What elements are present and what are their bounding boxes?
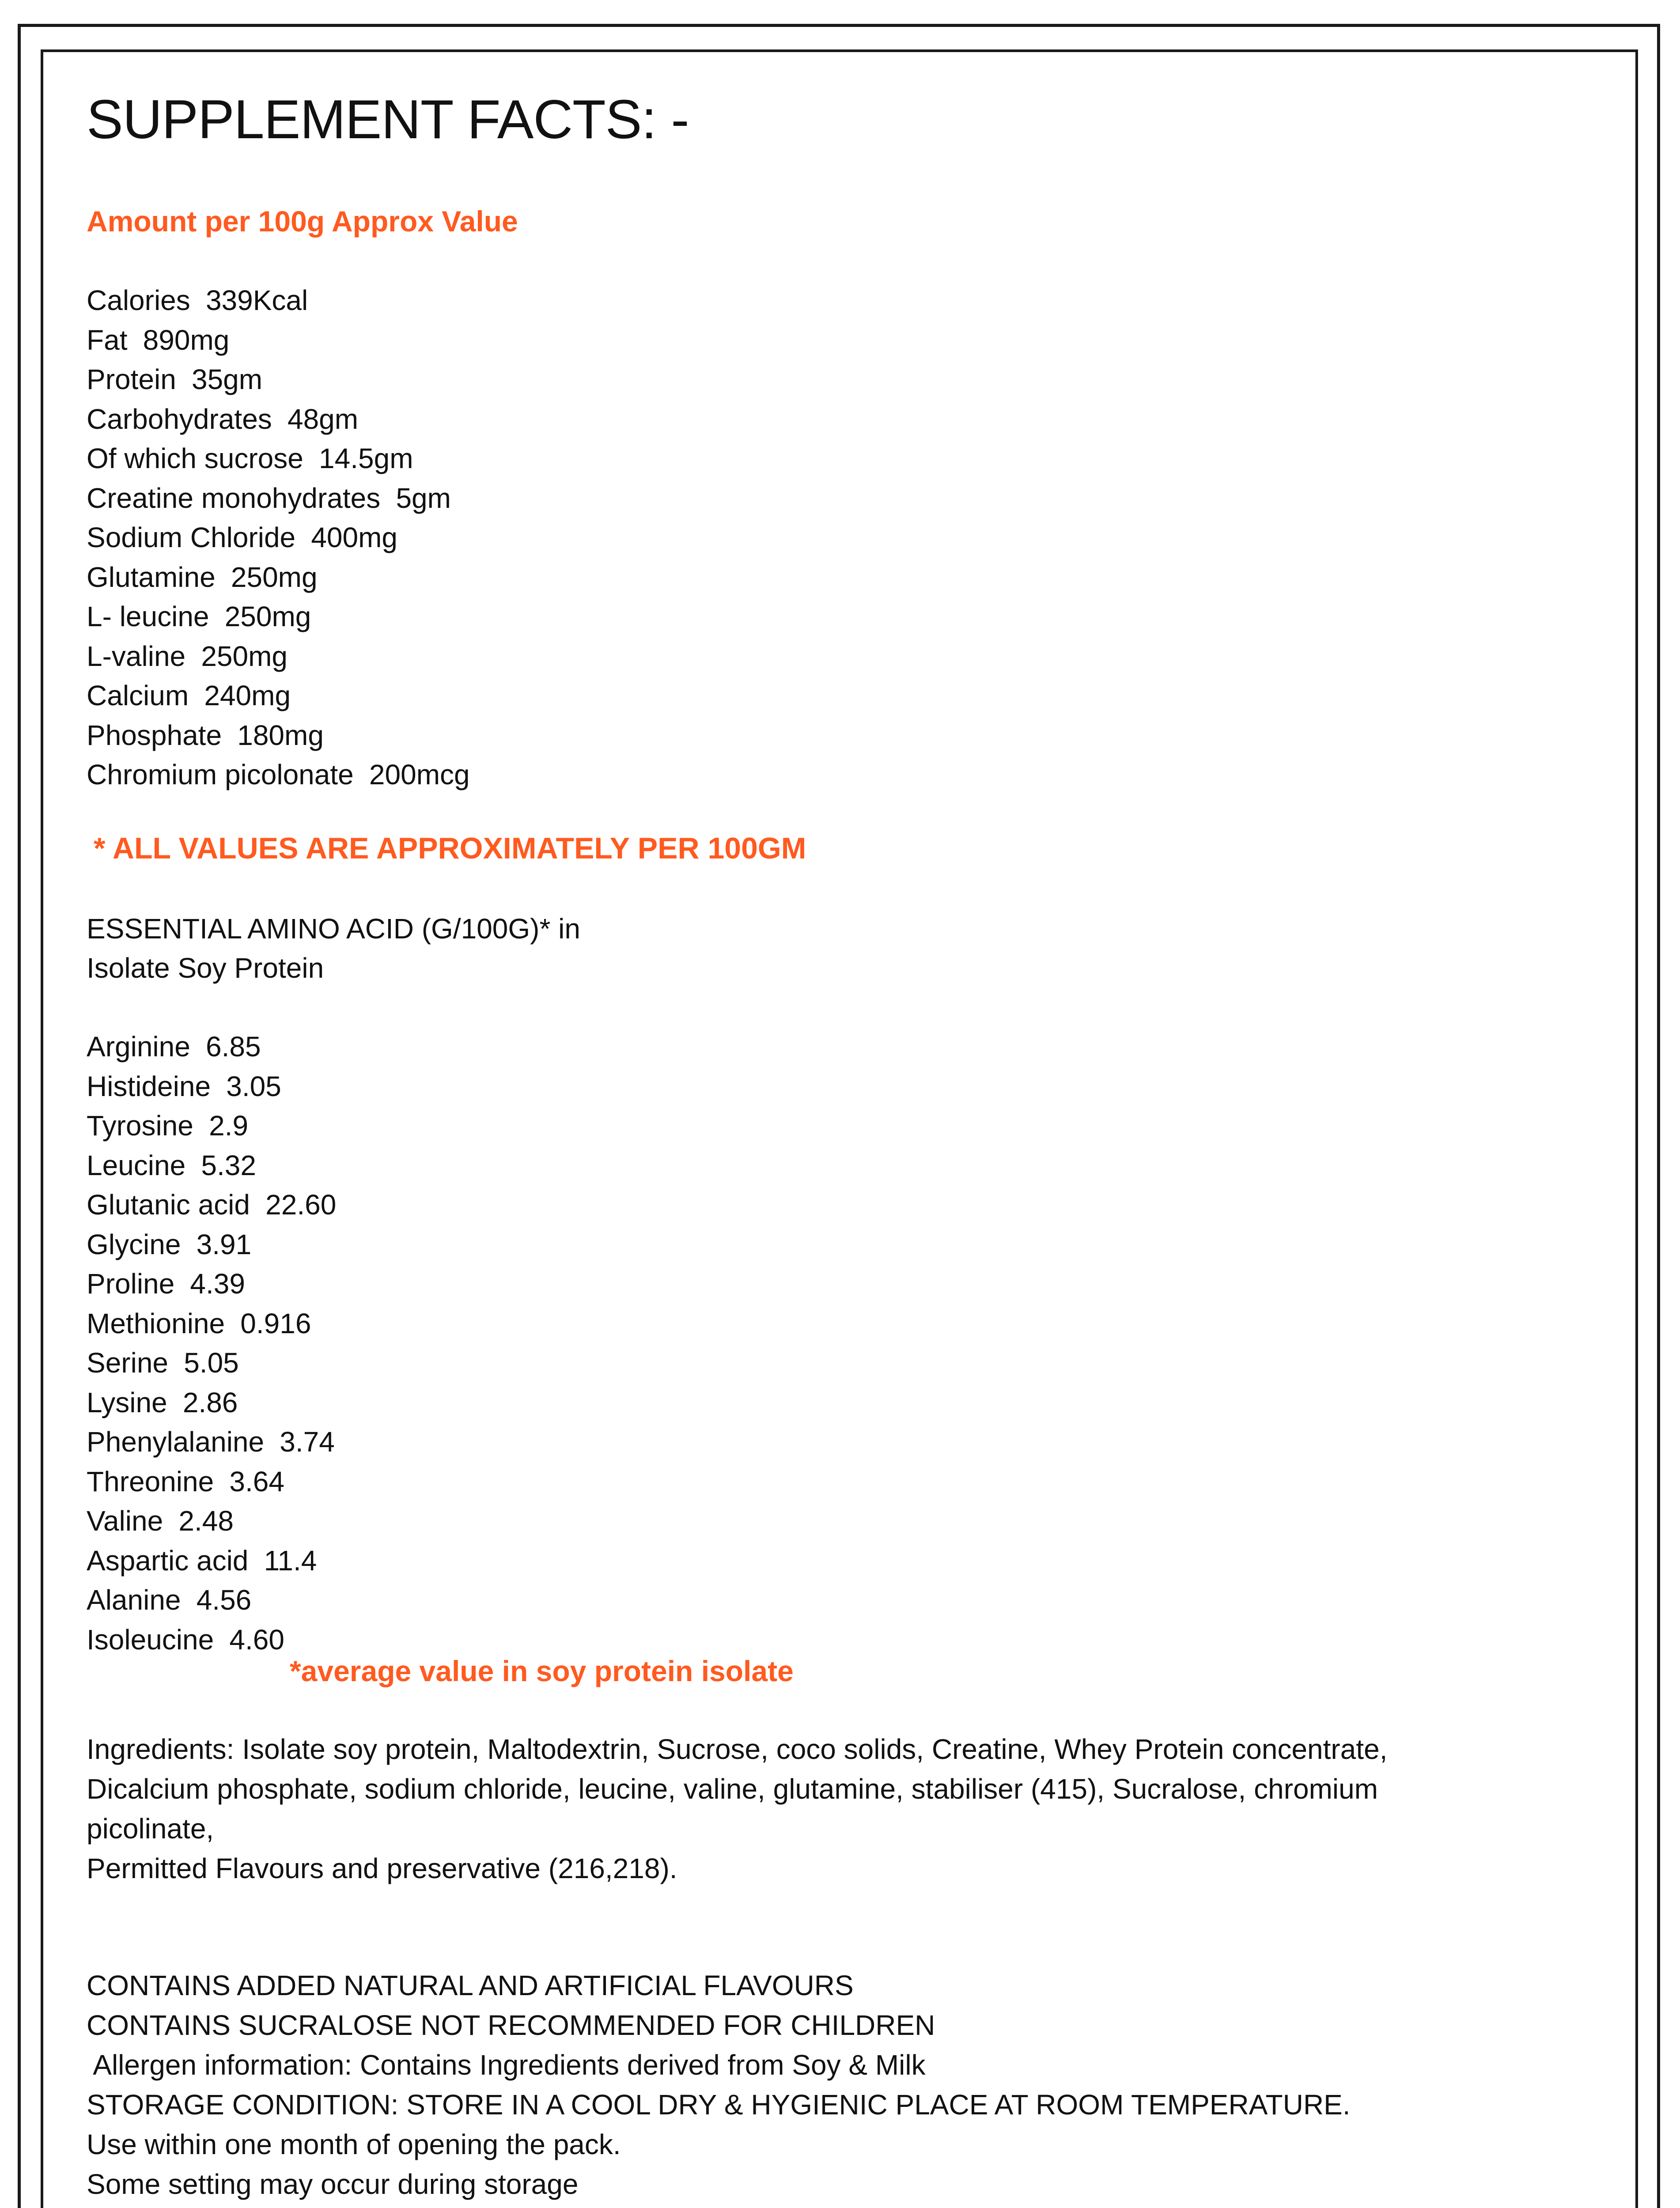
amino-row — [87, 1146, 336, 1186]
nutrient-value: 180mg — [237, 719, 324, 751]
nutrient-row — [87, 716, 470, 756]
nutrient-name: Calories — [87, 284, 190, 316]
amino-row — [87, 1264, 336, 1304]
nutrient-value: 200mcg — [369, 759, 470, 790]
nutrient-name: Sodium Chloride — [87, 522, 296, 553]
settling-note: Some setting may occur during storage — [87, 2168, 579, 2200]
amino-name: Proline — [87, 1268, 175, 1300]
amino-name: Isoleucine — [87, 1623, 214, 1656]
amino-heading-line1: ESSENTIAL AMINO ACID (G/100G)* in — [87, 913, 580, 945]
amino-row — [87, 1185, 336, 1225]
nutrient-name: L- leucine — [87, 601, 209, 632]
use-within-note: Use within one month of opening the pack. — [87, 2129, 621, 2160]
amino-name: Tyrosine — [87, 1110, 193, 1142]
nutrient-list — [87, 281, 470, 795]
amino-value: 3.64 — [229, 1465, 284, 1497]
nutrient-row — [87, 755, 470, 795]
nutrient-row — [87, 281, 470, 321]
nutrient-name: Phosphate — [87, 719, 222, 751]
nutrient-value: 339Kcal — [205, 284, 308, 316]
amino-row — [87, 1067, 336, 1107]
amino-value: 2.48 — [178, 1505, 234, 1537]
nutrient-value: 250mg — [201, 640, 288, 672]
amino-name: Alanine — [87, 1584, 181, 1616]
amino-row — [87, 1501, 336, 1541]
amino-value: 11.4 — [264, 1544, 317, 1577]
ingredients-line3: picolinate, — [87, 1813, 214, 1845]
nutrient-value: 48gm — [287, 403, 359, 435]
nutrient-value: 250mg — [224, 601, 311, 632]
amino-row — [87, 1304, 336, 1344]
amino-value: 0.916 — [240, 1307, 311, 1339]
amino-name: Methionine — [87, 1307, 225, 1339]
nutrient-row — [87, 479, 470, 518]
nutrient-row — [87, 518, 470, 558]
ingredients-line4: Permitted Flavours and preservative (216,218). — [87, 1853, 677, 1884]
nutrient-row — [87, 676, 470, 716]
nutrient-name: Of which sucrose — [87, 442, 303, 474]
storage-condition: STORAGE CONDITION: STORE IN A COOL DRY & HYGIENIC PLACE AT ROOM TEMPERATURE. — [87, 2089, 1351, 2121]
nutrient-row — [87, 321, 470, 360]
nutrient-row — [87, 360, 470, 400]
nutrient-name: Fat — [87, 324, 128, 356]
amino-value: 5.05 — [184, 1347, 239, 1379]
nutrient-row — [87, 558, 470, 597]
amino-name: Leucine — [87, 1149, 186, 1181]
amino-row — [87, 1106, 336, 1146]
nutrient-row — [87, 597, 470, 637]
amino-value: 2.86 — [182, 1386, 238, 1418]
amino-name: Glycine — [87, 1228, 181, 1260]
ingredients-line1: Ingredients: Isolate soy protein, Maltodextrin, Sucrose, coco solids, Creatine, Whey Protein concentrate, — [87, 1733, 1388, 1765]
nutrient-name: Protein — [87, 363, 176, 395]
amino-value: 22.60 — [265, 1189, 337, 1221]
nutrient-value: 35gm — [191, 363, 263, 395]
nutrient-row — [87, 400, 470, 439]
amino-value: 3.74 — [280, 1426, 335, 1458]
nutrient-value: 14.5gm — [319, 442, 413, 474]
nutrient-row — [87, 439, 470, 479]
amino-name: Phenylalanine — [87, 1426, 265, 1458]
amino-row — [87, 1541, 336, 1581]
amino-row — [87, 1580, 336, 1620]
nutrient-value: 5gm — [396, 482, 451, 514]
nutrient-row — [87, 637, 470, 677]
amino-value: 4.39 — [190, 1268, 245, 1300]
amino-name: Aspartic acid — [87, 1544, 249, 1577]
amino-value: 4.56 — [196, 1584, 252, 1616]
amino-value: 2.9 — [209, 1110, 249, 1142]
amino-name: Lysine — [87, 1386, 167, 1418]
amino-row — [87, 1343, 336, 1383]
amino-name: Arginine — [87, 1031, 190, 1062]
page-title: SUPPLEMENT FACTS: - — [87, 89, 689, 150]
amino-value: 4.60 — [229, 1623, 284, 1656]
amino-row — [87, 1027, 336, 1067]
amino-name: Glutanic acid — [87, 1189, 250, 1221]
nutrient-name: Glutamine — [87, 561, 216, 593]
amino-name: Histideine — [87, 1070, 211, 1102]
amino-acid-list — [87, 1027, 336, 1660]
amino-heading-line2: Isolate Soy Protein — [87, 952, 324, 984]
nutrient-value: 240mg — [204, 680, 291, 711]
amino-name: Threonine — [87, 1465, 214, 1497]
amino-row — [87, 1422, 336, 1462]
allergen-info: Allergen information: Contains Ingredients derived from Soy & Milk — [87, 2049, 926, 2081]
nutrient-name: L-valine — [87, 640, 186, 672]
average-note: *average value in soy protein isolate — [290, 1655, 794, 1687]
nutrient-value: 890mg — [143, 324, 230, 356]
values-note: * ALL VALUES ARE APPROXIMATELY PER 100GM — [94, 832, 806, 865]
nutrient-name: Chromium picolonate — [87, 759, 354, 790]
nutrient-name: Calcium — [87, 680, 189, 711]
amino-value: 3.91 — [196, 1228, 252, 1260]
amino-row — [87, 1462, 336, 1502]
amino-value: 5.32 — [201, 1149, 256, 1181]
amino-name: Valine — [87, 1505, 163, 1537]
amino-name: Serine — [87, 1347, 168, 1379]
amount-header: Amount per 100g Approx Value — [87, 205, 518, 238]
nutrient-name: Carbohydrates — [87, 403, 272, 435]
amino-row — [87, 1383, 336, 1423]
amino-row — [87, 1225, 336, 1265]
warning-sucralose: CONTAINS SUCRALOSE NOT RECOMMENDED FOR CHILDREN — [87, 2009, 935, 2041]
nutrient-value: 250mg — [231, 561, 318, 593]
amino-value: 3.05 — [226, 1070, 281, 1102]
nutrient-name: Creatine monohydrates — [87, 482, 381, 514]
nutrient-value: 400mg — [311, 522, 397, 553]
ingredients-line2: Dicalcium phosphate, sodium chloride, leucine, valine, glutamine, stabiliser (415), Sucralose, chromium — [87, 1773, 1378, 1805]
warning-flavours: CONTAINS ADDED NATURAL AND ARTIFICIAL FLAVOURS — [87, 1970, 854, 2001]
amino-value: 6.85 — [206, 1031, 261, 1062]
